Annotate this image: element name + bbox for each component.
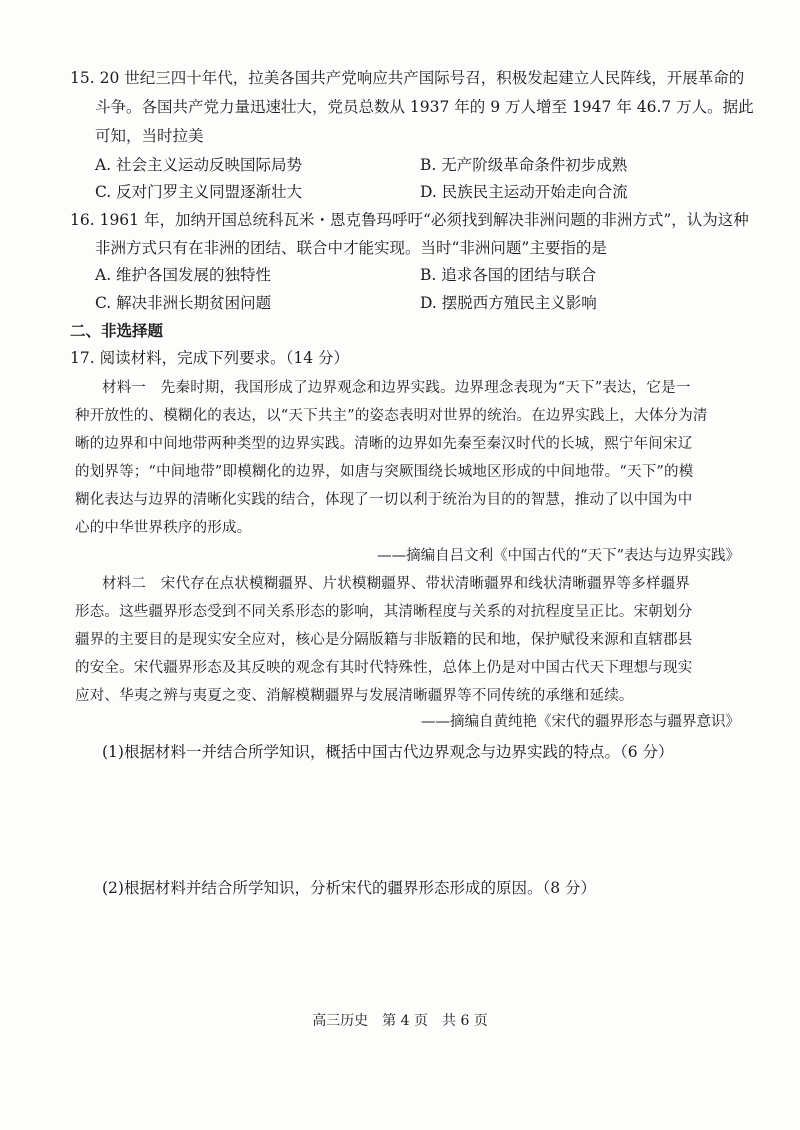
material1-line: 的划界等；“中间地带”即模糊化的边界，如唐与突厥围绕长城地区形成的中间地带。“天下”的模 — [75, 464, 694, 480]
q17-sub1: (1)根据材料一并结合所学知识，概括中国古代边界观念与边界实践的特点。（6 分） — [102, 743, 674, 761]
q15-option-b: B. 无产阶级革命条件初步成熟 — [420, 156, 628, 174]
q17-sub2: (2)根据材料并结合所学知识，分析宋代的疆界形态形成的原因。（8 分） — [102, 879, 596, 897]
material2-line: 的安全。宋代疆界形态及其反映的观念有其时代特殊性，总体上仍是对中国古代天下理想与现实 — [75, 660, 693, 676]
q16-stem-line1: 16. 1961 年，加纳开国总统科瓦米・恩克鲁玛呼吁“必须找到解决非洲问题的非洲方式”，认为这种 — [70, 211, 749, 229]
q15-stem-line3: 可知，当时拉美 — [95, 127, 204, 145]
q15-option-a: A. 社会主义运动反映国际局势 — [95, 156, 303, 174]
section-title: 二、非选择题 — [70, 321, 164, 340]
q16-stem-line2: 非洲方式只有在非洲的团结、联合中才能实现。当时“非洲问题”主要指的是 — [95, 239, 607, 257]
q15-option-c: C. 反对门罗主义同盟逐渐壮大 — [95, 183, 303, 201]
material2-line: 材料二 宋代存在点状模糊疆界、片状模糊疆界、带状清晰疆界和线状清晰疆界等多样疆界 — [102, 576, 690, 592]
q16-option-a: A. 维护各国发展的独特性 — [95, 266, 272, 284]
material2-source: ——摘编自黄纯艳《宋代的疆界形态与疆界意识》 — [421, 714, 740, 730]
material1-line: 晰的边界和中间地带两种类型的边界实践。清晰的边界如先秦至秦汉时代的长城，熙宁年间宋辽 — [75, 436, 693, 452]
q16-option-b: B. 追求各国的团结与联合 — [420, 266, 597, 284]
page-footer: 高三历史 第 4 页 共 6 页 — [312, 1013, 488, 1029]
q15-stem-line2: 斗争。各国共产党力量迅速壮大，党员总数从 1937 年的 9 万人增至 1947 年 46.7 万人。据此 — [95, 98, 754, 116]
material2-line: 形态。这些疆界形态受到不同关系形态的影响，其清晰程度与关系的对抗程度呈正比。宋朝划分 — [75, 604, 693, 620]
material1-line: 糊化表达与边界的清晰化实践的结合，体现了一切以利于统治为目的的智慧，推动了以中国为中 — [75, 492, 693, 508]
material1-line: 材料一 先秦时期，我国形成了边界观念和边界实践。边界理念表现为“天下”表达，它是一 — [102, 380, 691, 396]
q16-option-d: D. 摆脱西方殖民主义影响 — [420, 294, 597, 312]
material1-line: 种开放性的、模糊化的表达，以“天下共主”的姿态表明对世界的统治。在边界实践上，大体分为清 — [75, 408, 708, 424]
material1-line: 心的中华世界秩序的形成。 — [75, 520, 252, 536]
q17-stem: 17. 阅读材料，完成下列要求。（14 分） — [70, 349, 349, 367]
q16-option-c: C. 解决非洲长期贫困问题 — [95, 294, 272, 312]
q15-option-d: D. 民族民主运动开始走向合流 — [420, 183, 628, 201]
material2-line: 疆界的主要目的是现实安全应对，核心是分隔版籍与非版籍的民和地，保护赋役来源和直辖郡县 — [75, 632, 693, 648]
material2-line: 应对、华夷之辨与夷夏之变、消解模糊疆界与发展清晰疆界等不同传统的承继和延续。 — [75, 688, 634, 704]
material1-source: ——摘编自吕文利《中国古代的“天下”表达与边界实践》 — [377, 548, 740, 564]
q15-stem-line1: 15. 20 世纪三四十年代，拉美各国共产党响应共产国际号召，积极发起建立人民阵线，开展革命的 — [70, 69, 745, 87]
